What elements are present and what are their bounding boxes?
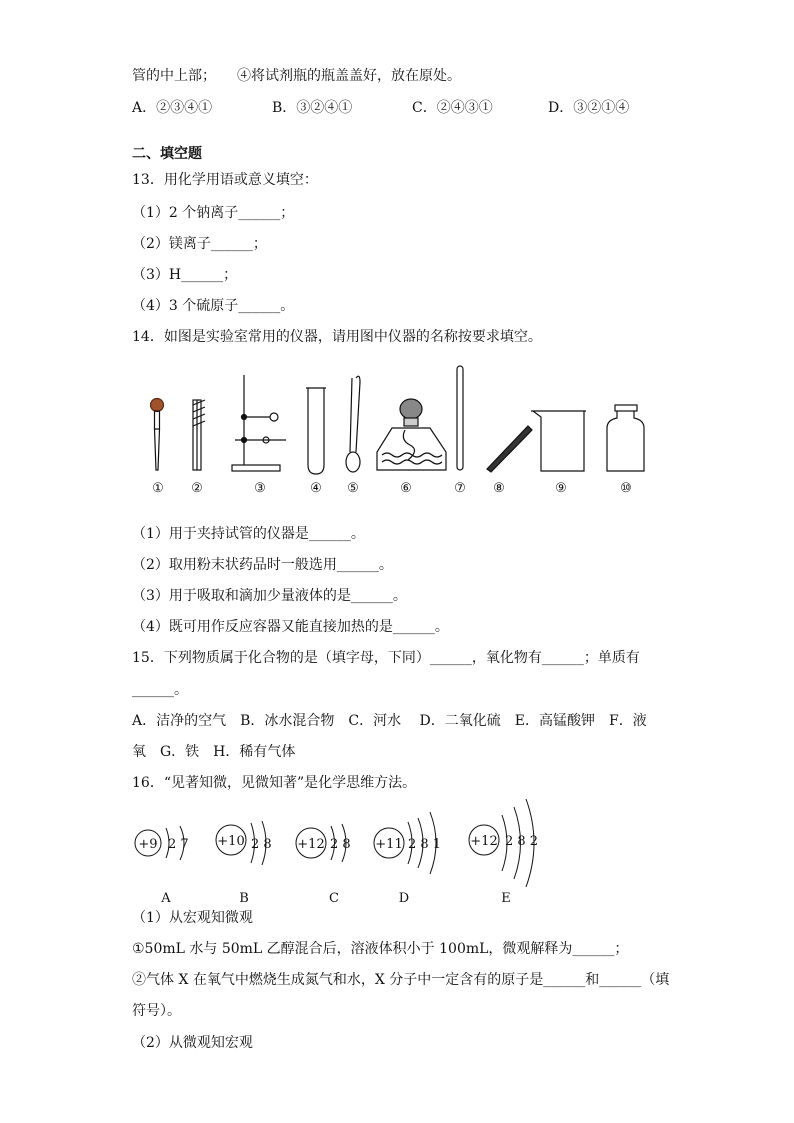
figure-label-5: ⑤ xyxy=(347,481,359,496)
q16-sub1-a: ①50mL 水与 50mL 乙醇混合后，溶液体积小于 100mL，微观解释为______； xyxy=(132,941,629,957)
q12-option-a: A．②③④① xyxy=(132,100,213,116)
figure-label-3: ③ xyxy=(254,481,266,496)
figure-label-4: ④ xyxy=(310,481,322,496)
atom-b-shells: 2 8 xyxy=(251,837,272,852)
atom-c-label: C xyxy=(329,891,339,906)
q16-sub2: （2）从微观知宏观 xyxy=(132,1035,253,1051)
atom-a-label: A xyxy=(161,891,171,906)
q14-item-3: （3）用于吸取和滴加少量液体的是______。 xyxy=(132,588,407,604)
q12-continuation: 管的中上部； ④将试剂瓶的瓶盖盖好，放在原处。 xyxy=(132,68,461,84)
lab-apparatus-figure xyxy=(151,366,645,474)
atom-structure-c xyxy=(296,824,351,906)
q14-stem: 14．如图是实验室常用的仪器，请用图中仪器的名称按要求填空。 xyxy=(132,329,542,345)
test-tube-holder-icon xyxy=(193,400,205,470)
q12-option-d: D．③②①④ xyxy=(548,100,630,116)
test-tube-icon xyxy=(306,388,326,474)
atom-b-label: B xyxy=(239,891,249,906)
q16-sub1-b-line2: 符号）。 xyxy=(132,1003,181,1019)
atom-structure-d xyxy=(374,812,441,906)
q14-item-2: （2）取用粉末状药品时一般选用______。 xyxy=(132,557,393,573)
alcohol-lamp-icon xyxy=(377,399,446,470)
apparatus-labels xyxy=(152,481,632,496)
q16-sub1: （1）从宏观知微观 xyxy=(132,910,253,926)
q13-stem: 13．用化学用语或意义填空： xyxy=(132,172,318,188)
figure-label-6: ⑥ xyxy=(400,481,412,496)
tweezers-icon xyxy=(487,426,532,472)
atom-e-nucleus: +12 xyxy=(470,834,498,849)
atom-e-label: E xyxy=(501,891,511,906)
q15-line-1: 15．下列物质属于化合物的是（填字母，下同）______，氧化物有______；单质有 xyxy=(132,650,640,666)
atom-c-shells: 2 8 xyxy=(330,837,351,852)
figure-label-8: ⑧ xyxy=(493,481,505,496)
q12-option-b: B．③②④① xyxy=(272,100,353,116)
atom-structure-b xyxy=(216,821,272,906)
q13-item-3: （3）H______； xyxy=(132,267,238,283)
q15-line-3: A．洁净的空气 B．冰水混合物 C．河水 D．二氧化硫 E．高锰酸钾 F．液 xyxy=(132,713,647,729)
q15-line-4: 氧 G．铁 H．稀有气体 xyxy=(132,744,296,760)
atom-a-shells: 2 7 xyxy=(168,837,189,852)
atom-structure-a xyxy=(135,826,189,906)
q13-item-4: （4）3 个硫原子______。 xyxy=(132,298,295,314)
glass-rod-icon xyxy=(457,366,463,470)
figure-label-7: ⑦ xyxy=(454,481,466,496)
section-title: 二、填空题 xyxy=(132,146,202,162)
medicine-spoon-icon xyxy=(346,376,360,472)
figure-label-9: ⑨ xyxy=(555,481,567,496)
atom-d-nucleus: +11 xyxy=(375,837,403,852)
q12-option-c: C．②④③① xyxy=(412,100,493,116)
atom-d-shells: 2 8 1 xyxy=(408,837,442,852)
atom-b-nucleus: +10 xyxy=(217,834,245,849)
atom-e-shells: 2 8 2 xyxy=(505,834,539,849)
atom-d-label: D xyxy=(398,891,410,906)
q13-item-2: （2）镁离子______； xyxy=(132,236,267,252)
reagent-bottle-icon xyxy=(607,405,644,471)
figure-label-1: ① xyxy=(152,481,164,496)
figure-label-10: ⑩ xyxy=(620,481,632,496)
q14-item-1: （1）用于夹持试管的仪器是______。 xyxy=(132,526,365,542)
atom-diagrams xyxy=(135,799,538,906)
figure-label-2: ② xyxy=(191,481,203,496)
q15-line-2: ______。 xyxy=(132,682,188,698)
atom-structure-e xyxy=(469,799,538,906)
atom-c-nucleus: +12 xyxy=(297,837,325,852)
iron-stand-icon xyxy=(232,375,286,471)
q16-sub1-b-line1: ②气体 X 在氧气中燃烧生成氮气和水，X 分子中一定含有的原子是______和______（填 xyxy=(132,972,670,988)
atom-a-nucleus: +9 xyxy=(138,837,158,852)
beaker-icon xyxy=(531,411,586,471)
dropper-icon xyxy=(151,399,164,471)
q16-stem: 16．“见著知微，见微知著”是化学思维方法。 xyxy=(132,775,417,791)
q14-item-4: （4）既可用作反应容器又能直接加热的是______。 xyxy=(132,619,449,635)
q13-item-1: （1）2 个钠离子______； xyxy=(132,205,295,221)
